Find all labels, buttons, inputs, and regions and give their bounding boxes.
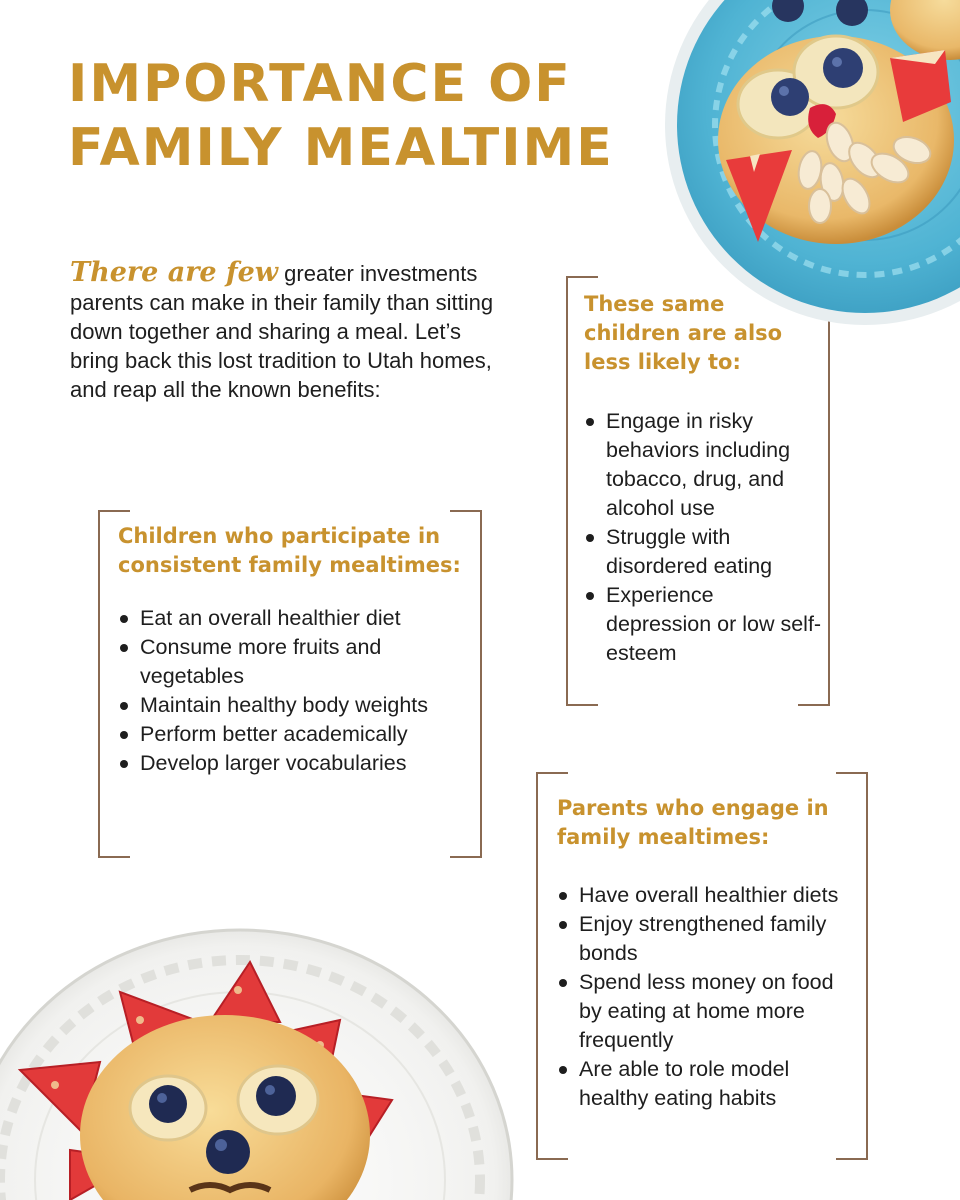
list-item: Engage in risky behaviors including tobacco, drug, and alcohol use xyxy=(584,407,824,523)
owl-pancake-photo xyxy=(660,0,960,330)
parents-list xyxy=(557,881,857,1113)
list-item: Struggle with disordered eating xyxy=(584,523,824,581)
title-line-2: FAMILY MEALTIME xyxy=(68,118,614,178)
list-item: Eat an overall healthier diet xyxy=(118,604,470,633)
page-title xyxy=(68,52,614,180)
intro-paragraph xyxy=(70,258,510,404)
lion-pancake-photo xyxy=(0,920,520,1200)
parents-heading: Parents who engage in family mealtimes: xyxy=(557,796,829,849)
title-line-1: IMPORTANCE OF xyxy=(68,54,572,114)
list-item: Enjoy strengthened family bonds xyxy=(557,910,857,968)
less-likely-list xyxy=(584,407,824,668)
children-benefits-box xyxy=(98,510,482,858)
less-likely-box xyxy=(566,276,830,706)
list-item: Consume more fruits and vegetables xyxy=(118,633,470,691)
children-heading: Children who participate in consistent family mealtimes: xyxy=(118,524,461,577)
list-item: Spend less money on food by eating at home more frequently xyxy=(557,968,857,1055)
list-item: Experience depression or low self-esteem xyxy=(584,581,824,668)
intro-lead: There are few xyxy=(70,257,279,288)
parents-benefits-box xyxy=(536,772,868,1160)
less-likely-heading: These same children are also less likely to: xyxy=(584,292,783,374)
list-item: Maintain healthy body weights xyxy=(118,691,470,720)
list-item: Are able to role model healthy eating habits xyxy=(557,1055,857,1113)
children-list xyxy=(118,604,470,778)
list-item: Have overall healthier diets xyxy=(557,881,857,910)
intro-text: greater investments parents can make in their family than sitting down together and sharing a meal. Let’s bring back this lost tradition to Utah homes, and reap all the known benefits: xyxy=(70,261,494,402)
list-item: Develop larger vocabularies xyxy=(118,749,470,778)
list-item: Perform better academically xyxy=(118,720,470,749)
